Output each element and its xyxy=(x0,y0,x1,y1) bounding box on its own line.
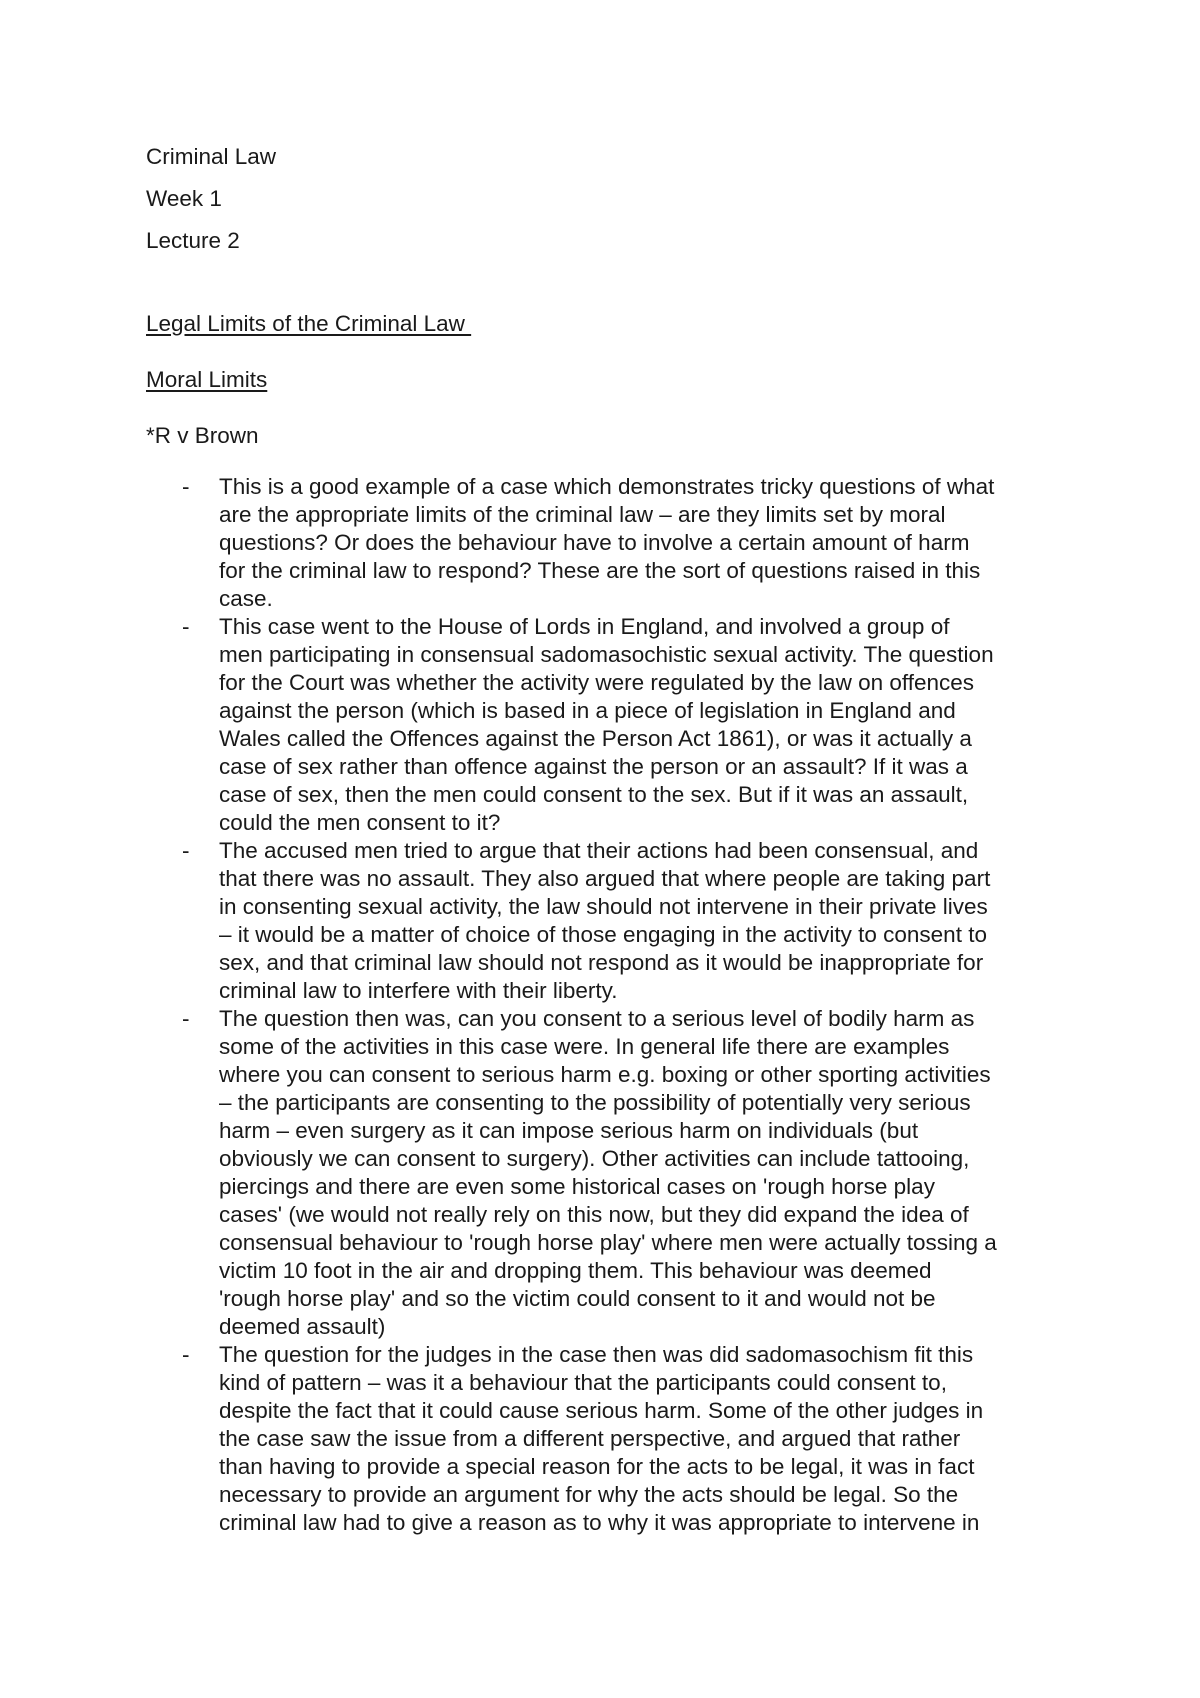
bullet-item xyxy=(146,837,1066,1005)
bullet-dash: - xyxy=(182,474,190,499)
bullet-line: case of sex, then the men could consent to the sex. But if it was an assault, xyxy=(219,782,969,807)
bullet-item xyxy=(146,1005,1066,1341)
bullet-line: deemed assault) xyxy=(219,1314,386,1339)
bullet-line: The question for the judges in the case then was did sadomasochism fit this xyxy=(219,1342,974,1367)
bullet-list xyxy=(146,473,1066,1537)
bullet-item xyxy=(146,1341,1066,1537)
bullet-line: case of sex rather than offence against the person or an assault? If it was a xyxy=(219,754,968,779)
bullet-line: criminal law had to give a reason as to why it was appropriate to intervene in xyxy=(219,1510,980,1535)
bullet-line: 'rough horse play' and so the victim could consent to it and would not be xyxy=(219,1286,936,1311)
bullet-line: This is a good example of a case which demonstrates tricky questions of what xyxy=(219,474,995,499)
bullet-line: than having to provide a special reason for the acts to be legal, it was in fact xyxy=(219,1454,975,1479)
bullet-line: cases' (we would not really rely on this now, but they did expand the idea of xyxy=(219,1202,969,1227)
bullet-line: men participating in consensual sadomasochistic sexual activity. The question xyxy=(219,642,994,667)
bullet-line: that there was no assault. They also argued that where people are taking part xyxy=(219,866,991,891)
course-title: Criminal Law xyxy=(146,144,277,169)
bullet-line: piercings and there are even some historical cases on 'rough horse play xyxy=(219,1174,935,1199)
bullet-line: sex, and that criminal law should not respond as it would be inappropriate for xyxy=(219,950,984,975)
bullet-line: harm – even surgery as it can impose serious harm on individuals (but xyxy=(219,1118,919,1143)
bullet-line: criminal law to interfere with their liberty. xyxy=(219,978,618,1003)
bullet-line: case. xyxy=(219,586,273,611)
bullet-line: could the men consent to it? xyxy=(219,810,501,835)
bullet-line: questions? Or does the behaviour have to involve a certain amount of harm xyxy=(219,530,970,555)
bullet-line: Wales called the Offences against the Person Act 1861), or was it actually a xyxy=(219,726,972,751)
bullet-dash: - xyxy=(182,614,190,639)
week-label: Week 1 xyxy=(146,186,222,211)
bullet-item xyxy=(146,613,1066,837)
bullet-line: against the person (which is based in a piece of legislation in England and xyxy=(219,698,956,723)
bullet-item xyxy=(146,473,1066,613)
bullet-line: consensual behaviour to 'rough horse play' where men were actually tossing a xyxy=(219,1230,997,1255)
bullet-line: in consenting sexual activity, the law should not intervene in their private lives xyxy=(219,894,988,919)
bullet-line: – it would be a matter of choice of those engaging in the activity to consent to xyxy=(219,922,987,947)
case-title: *R v Brown xyxy=(146,423,259,448)
lecture-label: Lecture 2 xyxy=(146,228,240,253)
bullet-dash: - xyxy=(182,1342,190,1367)
bullet-dash: - xyxy=(182,838,190,863)
bullet-line: the case saw the issue from a different perspective, and argued that rather xyxy=(219,1426,961,1451)
bullet-line: obviously we can consent to surgery). Other activities can include tattooing, xyxy=(219,1146,970,1171)
bullet-line: This case went to the House of Lords in England, and involved a group of xyxy=(219,614,950,639)
bullet-line: The accused men tried to argue that their actions had been consensual, and xyxy=(219,838,979,863)
bullet-line: where you can consent to serious harm e.g. boxing or other sporting activities xyxy=(219,1062,991,1087)
section-title: Legal Limits of the Criminal Law xyxy=(146,311,472,336)
bullet-line: The question then was, can you consent to a serious level of bodily harm as xyxy=(219,1006,975,1031)
bullet-line: for the Court was whether the activity were regulated by the law on offences xyxy=(219,670,974,695)
bullet-line: despite the fact that it could cause serious harm. Some of the other judges in xyxy=(219,1398,984,1423)
bullet-line: for the criminal law to respond? These are the sort of questions raised in this xyxy=(219,558,981,583)
subsection-title: Moral Limits xyxy=(146,367,268,392)
bullet-line: – the participants are consenting to the possibility of potentially very serious xyxy=(219,1090,971,1115)
bullet-line: are the appropriate limits of the criminal law – are they limits set by moral xyxy=(219,502,946,527)
document-body xyxy=(146,143,1066,1537)
bullet-line: necessary to provide an argument for why the acts should be legal. So the xyxy=(219,1482,959,1507)
bullet-dash: - xyxy=(182,1006,190,1031)
bullet-line: some of the activities in this case were. In general life there are examples xyxy=(219,1034,950,1059)
bullet-line: kind of pattern – was it a behaviour that the participants could consent to, xyxy=(219,1370,947,1395)
bullet-line: victim 10 foot in the air and dropping them. This behaviour was deemed xyxy=(219,1258,932,1283)
